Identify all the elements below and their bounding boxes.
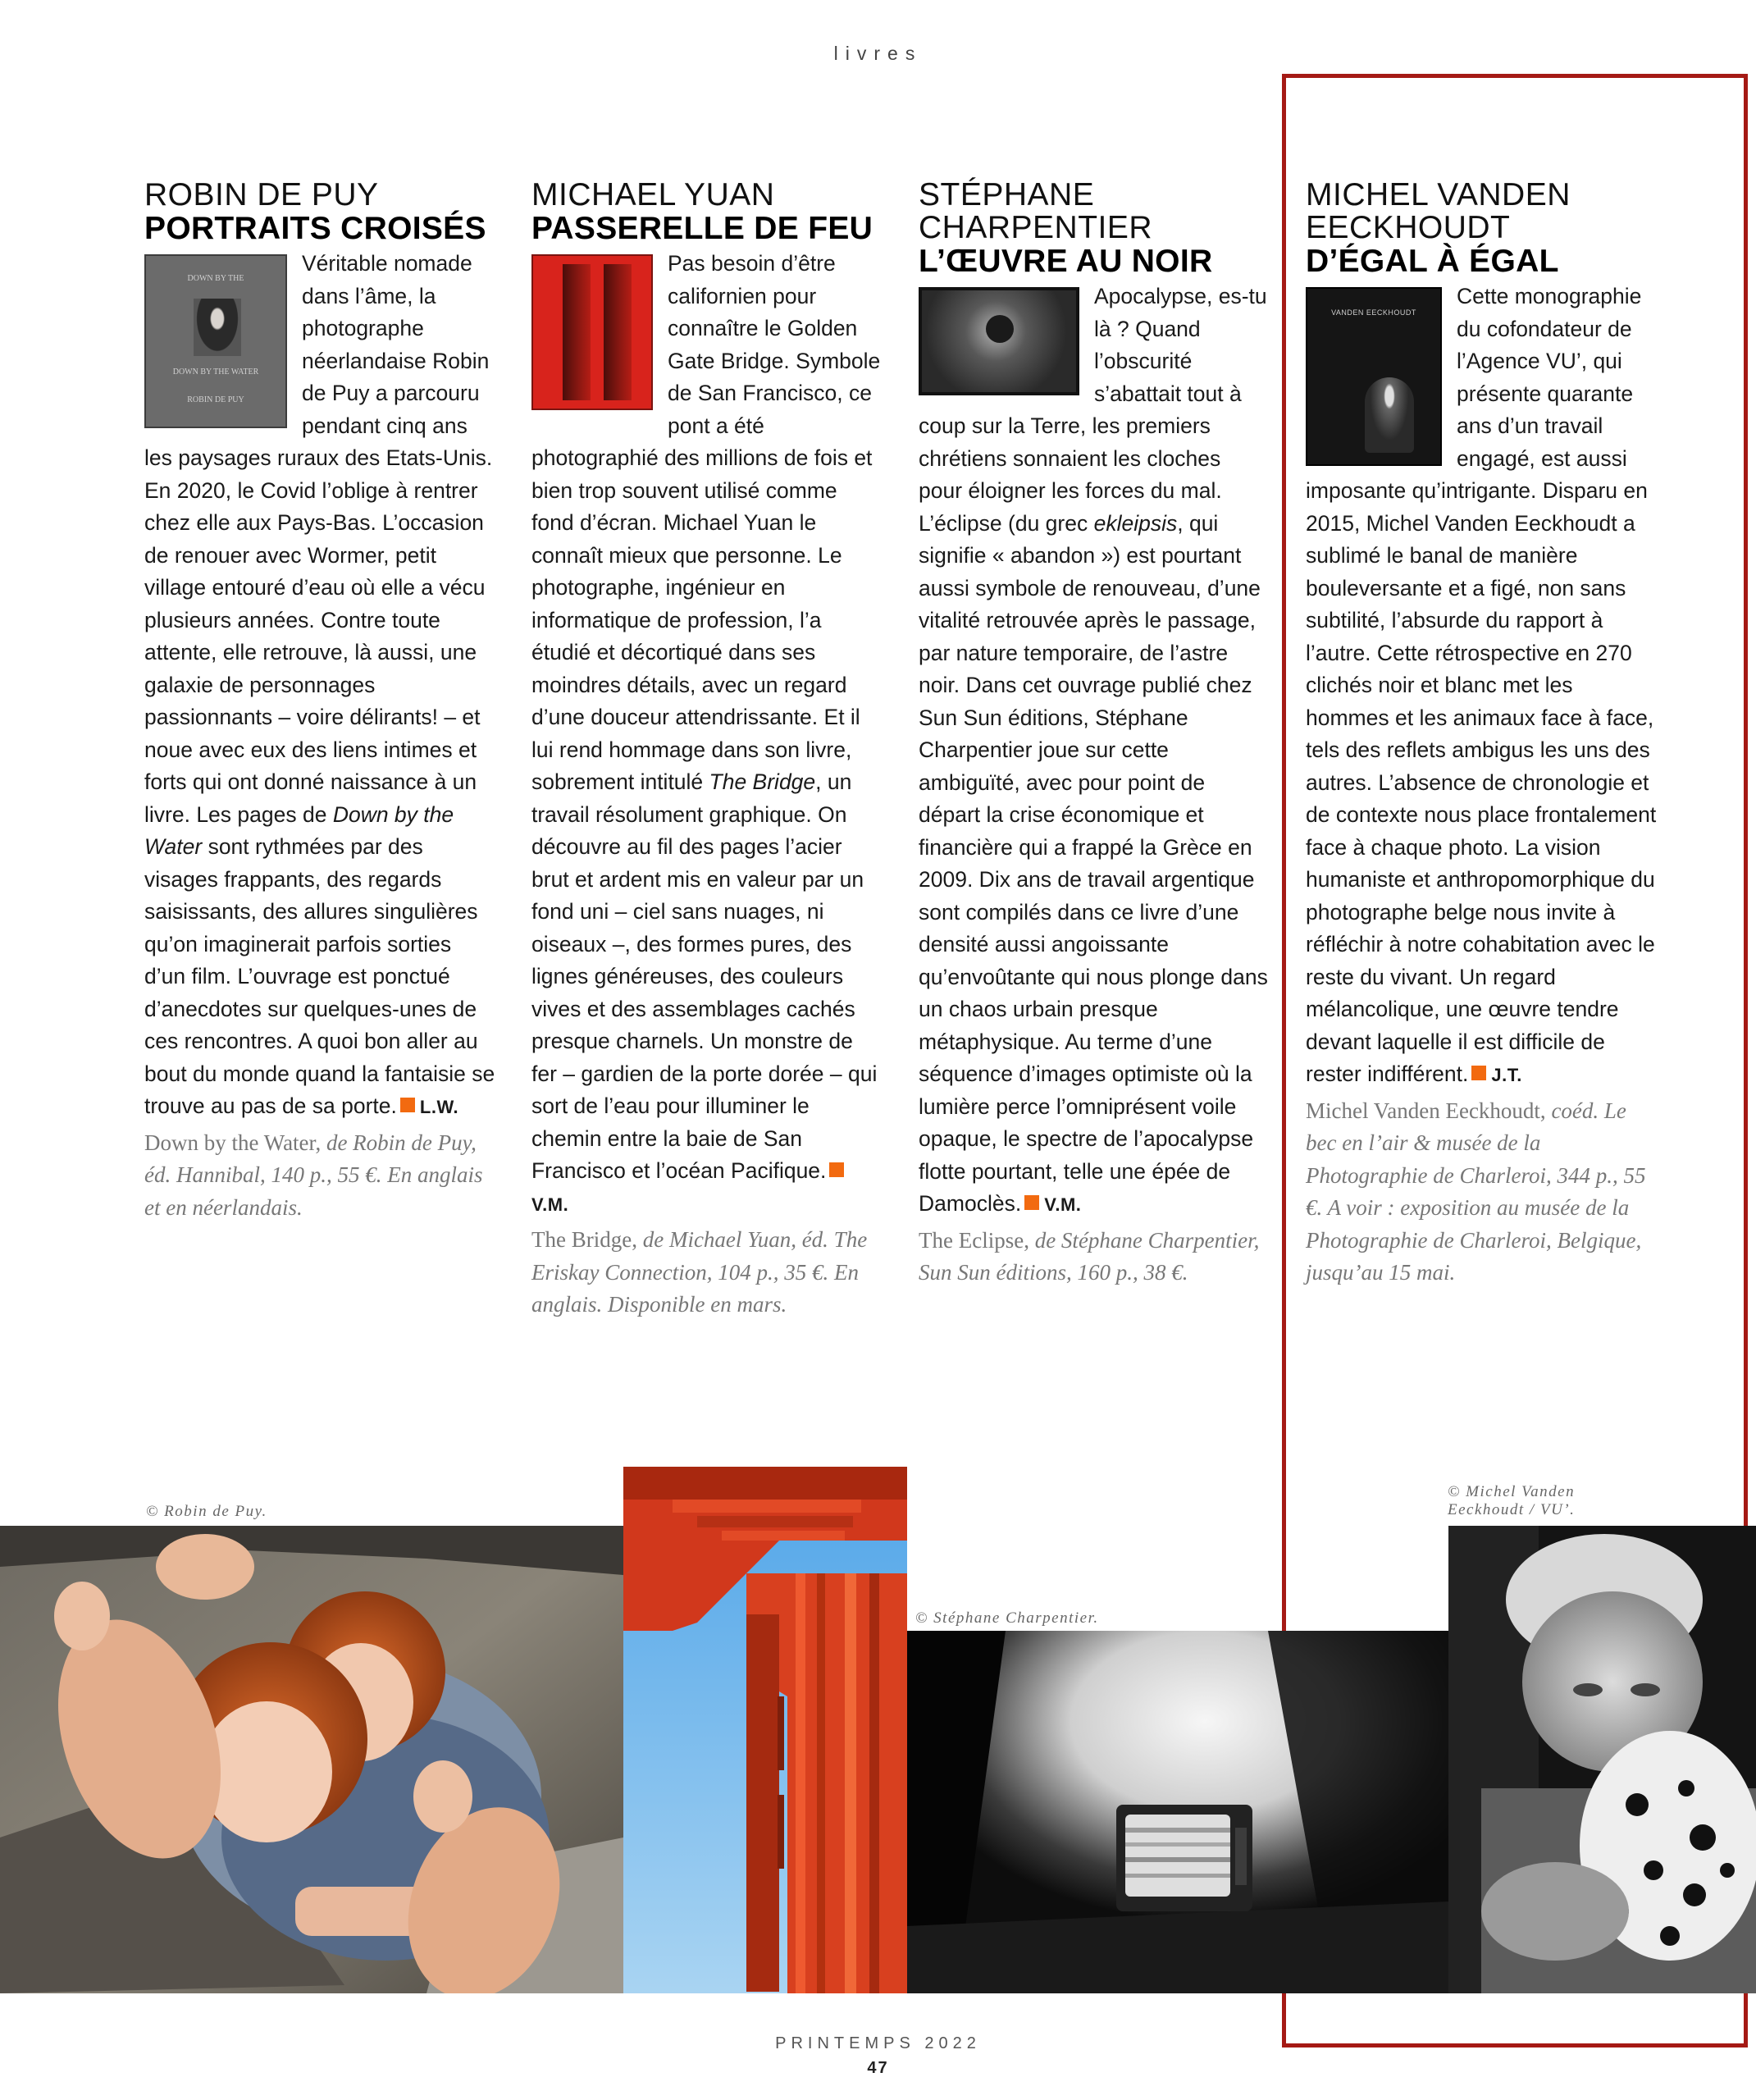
review-text: Pas besoin d’être californien pour connaître le Golden Gate Bridge. Symbole de San Francisco, ce pont a été photographié des millions de fois et bien trop souvent utilisé comme fond d’écran. Michael Yuan le connaît mieux que personne. Le photographe, ingénieur en informatique de profession, l’a étudié et décortiqué dans ses moindres détails, avec un regard d’une douceur attendrissante. Et il lui rend hommage dans son livre, sobrement intitulé The Bridge, un travail résolument graphique. On découvre au fil des pages l’acier brut et ardent mis en valeur par un fond uni – ciel sans nuages, ni oiseaux –, des formes pures, des lignes généreuses, des couleurs vives et des assemblages cachés presque charnels. Un monstre de fer – gardien de la porte dorée – qui sort de l’eau pour illuminer le chemin entre la baie de San Francisco et l’océan Pacifique.V.M.	[531, 251, 881, 1215]
cover-portrait	[194, 299, 241, 356]
photo-credit-michel: © Michel Vanden Eeckhoudt / VU’.	[1448, 1483, 1576, 1518]
signature: V.M.	[531, 1194, 569, 1215]
photo-man-with-dalmatian-art	[1448, 1526, 1756, 1993]
photo-children-in-car-art	[0, 1526, 623, 1993]
author-name: MICHAEL YUAN	[531, 177, 775, 212]
author-name: STÉPHANE CHARPENTIER	[919, 177, 1153, 245]
photo-tv-in-dark	[907, 1631, 1448, 1993]
review-body	[144, 248, 495, 1124]
page-number: 47	[867, 2059, 889, 2077]
orange-square-icon	[1024, 1195, 1039, 1210]
book-reference: The Eclipse, de Stéphane Charpentier, Sun Sun éditions, 160 p., 38 €.	[919, 1227, 1260, 1285]
author-name: ROBIN DE PUY	[144, 177, 379, 212]
book-reference: Michel Vanden Eeckhoudt, coéd. Le bec en l’air & musée de la Photographie de Charleroi, 344 p., 55 €. A voir : exposition au musée de la Photographie de Charleroi, Belgique, jusqu’au 15 mai.	[1306, 1098, 1646, 1285]
book-reference: The Bridge, de Michael Yuan, éd. The Eriskay Connection, 104 p., 35 €. En anglais. Disponible en mars.	[531, 1227, 868, 1317]
book-cover-the-eclipse	[919, 287, 1079, 395]
issue-label: PRINTEMPS 2022	[775, 2034, 981, 2052]
review-title: PORTRAITS CROISÉS	[144, 211, 486, 246]
review-text: Cette monographie du cofondateur de l’Agence VU’, qui présente quarante ans d’un travail engagé, est aussi imposante qu’intrigante. Disparu en 2015, Michel Vanden Eeckhoudt a sublimé le banal de manière bouleversante et a figé, non sans subtilité, l’absurde du rapport à l’autre. Cette rétrospective en 270 clichés noir et blanc met les hommes et les animaux face à face, tels des reflets ambigus les uns des autres. L’absence de chronologie et de contexte nous place frontalement face à chaque photo. La vision humaniste et anthropomorphique du photographe belge nous invite à réfléchir à notre cohabitation avec le reste du vivant. Un regard mélancolique, une œuvre tendre devant laquelle il est difficile de rester indifférent. J.T.	[1306, 284, 1657, 1086]
review-text: Véritable nomade dans l’âme, la photographe néerlandaise Robin de Puy a parcouru pendant cinq ans les paysages ruraux des Etats-Unis. En 2020, le Covid l’oblige à rentrer chez elle aux Pays-Bas. L’occasion de renouer avec Wormer, petit village entouré d’eau où elle a vécu plusieurs années. Contre toute attente, elle retrouve, là aussi, une galaxie de personnages passionnants – voire délirants! – et noue avec eux des liens intimes et forts qui ont donné naissance à un livre. Les pages de Down by the Water sont rythmées par des visages frappants, des regards saisissants, des allures singulières qu’on imaginerait parfois sorties d’un film. L’ouvrage est ponctué d’anecdotes sur quelques-unes de ces rencontres. A quoi bon aller au bout du monde quand la fantaisie se trouve au pas de sa porte. L.W.	[144, 251, 495, 1118]
cover-text: VANDEN EECKHOUDT	[1331, 308, 1416, 317]
cover-text-top: DOWN BY THE	[187, 274, 244, 283]
orange-square-icon	[400, 1098, 415, 1112]
review-title: PASSERELLE DE FEU	[531, 211, 873, 246]
photo-golden-gate-detail	[623, 1467, 907, 1993]
photo-golden-gate-detail-art	[623, 1467, 907, 1993]
review-stephane-charpentier	[919, 179, 1270, 1290]
cover-text-bottom: ROBIN DE PUY	[187, 395, 244, 404]
review-text: Apocalypse, es-tu là ? Quand l’obscurité s’abattait tout à coup sur la Terre, les premiers chrétiens sonnaient les cloches pour éloigner les forces du mal. L’éclipse (du grec ekleipsis, qui signifie « abandon ») est pourtant aussi symbole de renouveau, d’une vitalité retrouvée après le passage, par nature temporaire, de l’astre noir. Dans cet ouvrage publié chez Sun Sun éditions, Stéphane Charpentier joue sur cette ambiguïté, avec pour point de départ la crise économique et financière qui a frappé la Grèce en 2009. Dix ans de travail argentique sont compilés dans ce livre d’une densité aussi angoissante qu’envoûtante qui nous plonge dans un chaos urbain presque métaphysique. Au terme d’une séquence d’images optimiste où la lumière perce l’omniprésent voile opaque, le spectre de l’apocalypse flotte pourtant, telle une épée de Damoclès. V.M.	[919, 284, 1268, 1216]
review-body	[531, 248, 883, 1221]
book-cover-down-by-the-water	[144, 254, 287, 428]
review-robin-de-puy	[144, 179, 495, 1224]
orange-square-icon	[829, 1162, 844, 1177]
photo-credit-stephane: © Stéphane Charpentier.	[915, 1609, 1099, 1627]
author-name: MICHEL VANDEN EECKHOUDT	[1306, 177, 1571, 245]
cover-eclipse-disc	[986, 315, 1014, 343]
cover-text-mid: DOWN BY THE WATER	[172, 368, 259, 377]
signature: L.W.	[419, 1097, 459, 1117]
section-header: livres	[833, 43, 923, 64]
book-reference: Down by the Water, de Robin de Puy, éd. Hannibal, 140 p., 55 €. En anglais et en néerlandais.	[144, 1130, 483, 1220]
review-michael-yuan	[531, 179, 883, 1322]
signature: J.T.	[1491, 1065, 1522, 1085]
review-title: D’ÉGAL À ÉGAL	[1306, 244, 1559, 279]
book-cover-the-bridge	[531, 254, 653, 410]
photo-tv-in-dark-art	[907, 1631, 1448, 1993]
photo-children-in-car	[0, 1526, 623, 1993]
cover-pillar-left	[563, 264, 591, 400]
photo-man-with-dalmatian	[1448, 1526, 1756, 1993]
cover-pillar-right	[604, 264, 632, 400]
photo-credit-robin: © Robin de Puy.	[146, 1503, 267, 1520]
review-body	[919, 281, 1270, 1221]
review-title: L’ŒUVRE AU NOIR	[919, 244, 1213, 279]
signature: V.M.	[1044, 1194, 1082, 1215]
